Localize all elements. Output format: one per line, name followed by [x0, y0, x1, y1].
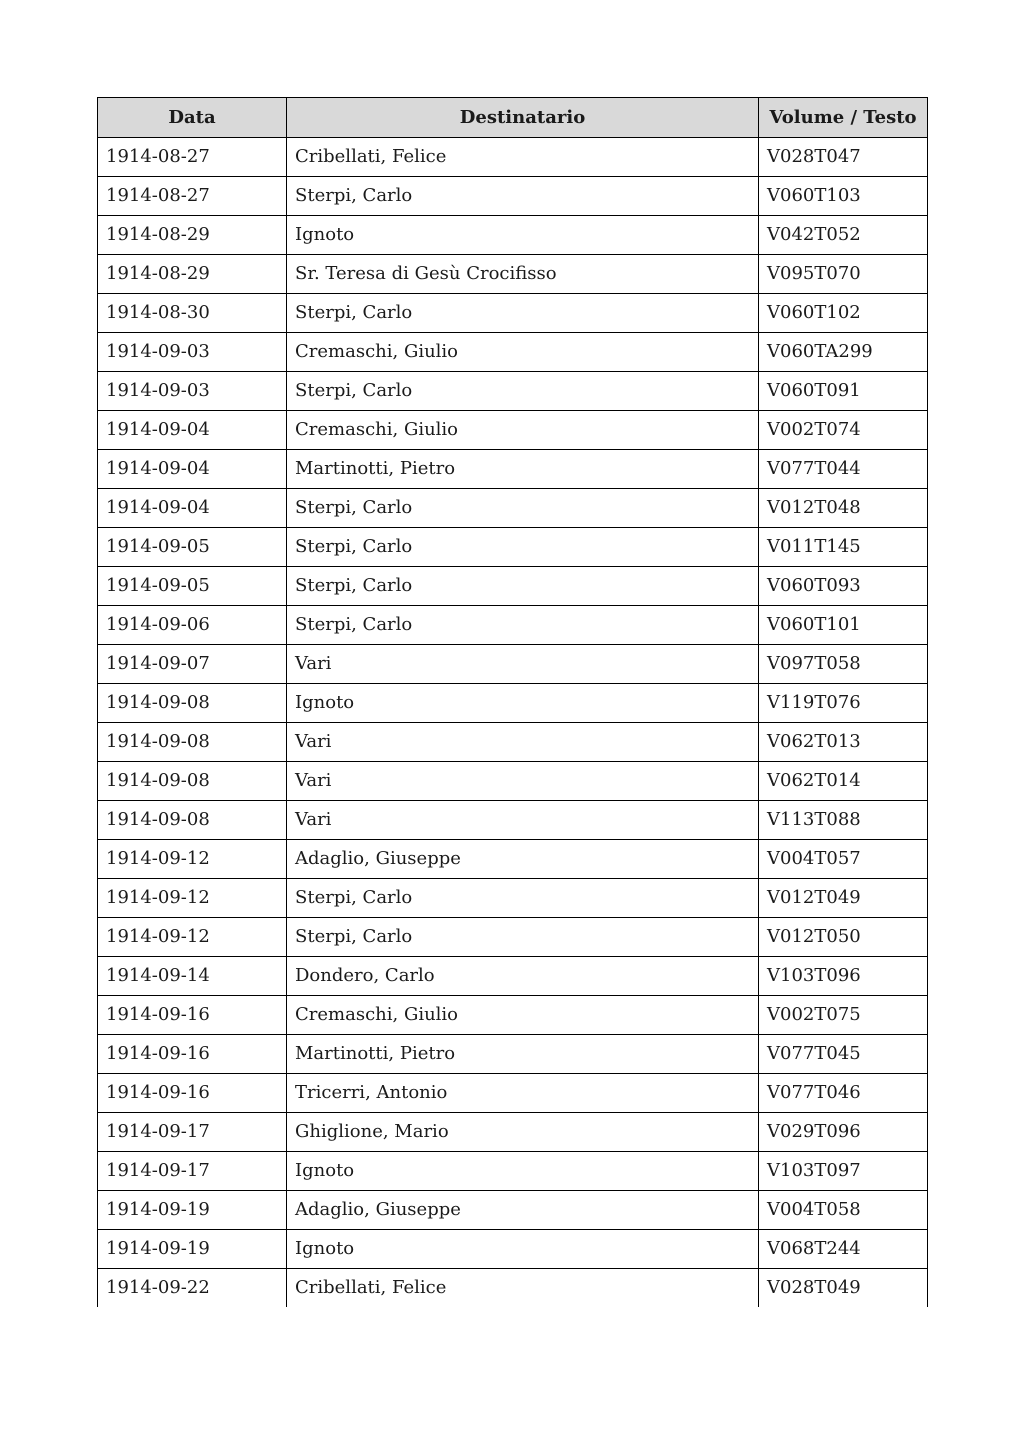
- cell-recipient: Dondero, Carlo: [287, 957, 759, 996]
- cell-date: 1914-09-03: [98, 372, 287, 411]
- cell-volume-text: V012T048: [759, 489, 928, 528]
- cell-date: 1914-09-05: [98, 528, 287, 567]
- cell-recipient: Sterpi, Carlo: [287, 918, 759, 957]
- cell-volume-text: V077T044: [759, 450, 928, 489]
- cell-date: 1914-09-06: [98, 606, 287, 645]
- cell-recipient: Sterpi, Carlo: [287, 294, 759, 333]
- table-body: [98, 138, 928, 1308]
- cell-recipient: Cribellati, Felice: [287, 138, 759, 177]
- cell-recipient: Cribellati, Felice: [287, 1269, 759, 1308]
- table-row: [98, 645, 928, 684]
- cell-recipient: Tricerri, Antonio: [287, 1074, 759, 1113]
- table-row: [98, 1269, 928, 1308]
- cell-date: 1914-09-16: [98, 996, 287, 1035]
- cell-recipient: Vari: [287, 645, 759, 684]
- cell-date: 1914-09-05: [98, 567, 287, 606]
- cell-recipient: Martinotti, Pietro: [287, 450, 759, 489]
- cell-recipient: Sterpi, Carlo: [287, 528, 759, 567]
- cell-recipient: Adaglio, Giuseppe: [287, 840, 759, 879]
- cell-recipient: Vari: [287, 762, 759, 801]
- cell-volume-text: V060T101: [759, 606, 928, 645]
- cell-date: 1914-09-08: [98, 801, 287, 840]
- table-row: [98, 957, 928, 996]
- table-row: [98, 1191, 928, 1230]
- cell-volume-text: V060T091: [759, 372, 928, 411]
- table-row: [98, 294, 928, 333]
- cell-date: 1914-09-14: [98, 957, 287, 996]
- cell-date: 1914-09-17: [98, 1113, 287, 1152]
- cell-volume-text: V103T097: [759, 1152, 928, 1191]
- table-row: [98, 1230, 928, 1269]
- cell-volume-text: V060T103: [759, 177, 928, 216]
- cell-volume-text: V029T096: [759, 1113, 928, 1152]
- header-volume-text: Volume / Testo: [759, 98, 928, 138]
- cell-date: 1914-09-22: [98, 1269, 287, 1308]
- document-page: [97, 97, 927, 1307]
- table-row: [98, 762, 928, 801]
- cell-date: 1914-09-03: [98, 333, 287, 372]
- cell-volume-text: V068T244: [759, 1230, 928, 1269]
- cell-volume-text: V060T093: [759, 567, 928, 606]
- cell-recipient: Sterpi, Carlo: [287, 606, 759, 645]
- cell-volume-text: V028T049: [759, 1269, 928, 1308]
- cell-volume-text: V119T076: [759, 684, 928, 723]
- cell-date: 1914-09-04: [98, 450, 287, 489]
- cell-volume-text: V060TA299: [759, 333, 928, 372]
- cell-date: 1914-09-04: [98, 489, 287, 528]
- cell-volume-text: V077T046: [759, 1074, 928, 1113]
- cell-recipient: Cremaschi, Giulio: [287, 411, 759, 450]
- cell-volume-text: V012T049: [759, 879, 928, 918]
- table-row: [98, 723, 928, 762]
- table-row: [98, 450, 928, 489]
- cell-date: 1914-09-12: [98, 840, 287, 879]
- cell-date: 1914-09-08: [98, 684, 287, 723]
- cell-volume-text: V012T050: [759, 918, 928, 957]
- table-row: [98, 684, 928, 723]
- cell-volume-text: V004T058: [759, 1191, 928, 1230]
- cell-recipient: Sterpi, Carlo: [287, 489, 759, 528]
- table-row: [98, 840, 928, 879]
- table-row: [98, 255, 928, 294]
- cell-recipient: Cremaschi, Giulio: [287, 996, 759, 1035]
- cell-date: 1914-08-29: [98, 216, 287, 255]
- cell-recipient: Vari: [287, 801, 759, 840]
- cell-volume-text: V103T096: [759, 957, 928, 996]
- cell-volume-text: V062T013: [759, 723, 928, 762]
- table-row: [98, 411, 928, 450]
- cell-recipient: Ignoto: [287, 216, 759, 255]
- cell-recipient: Sr. Teresa di Gesù Crocifisso: [287, 255, 759, 294]
- table-row: [98, 606, 928, 645]
- cell-date: 1914-09-19: [98, 1230, 287, 1269]
- cell-recipient: Sterpi, Carlo: [287, 567, 759, 606]
- table-row: [98, 372, 928, 411]
- table-header-row: [98, 98, 928, 138]
- cell-recipient: Martinotti, Pietro: [287, 1035, 759, 1074]
- table-row: [98, 918, 928, 957]
- table-row: [98, 489, 928, 528]
- cell-recipient: Vari: [287, 723, 759, 762]
- cell-recipient: Sterpi, Carlo: [287, 372, 759, 411]
- cell-volume-text: V042T052: [759, 216, 928, 255]
- table-row: [98, 138, 928, 177]
- table-row: [98, 528, 928, 567]
- cell-recipient: Sterpi, Carlo: [287, 177, 759, 216]
- table-row: [98, 879, 928, 918]
- table-row: [98, 567, 928, 606]
- cell-date: 1914-08-30: [98, 294, 287, 333]
- table-row: [98, 1113, 928, 1152]
- table-row: [98, 801, 928, 840]
- cell-recipient: Cremaschi, Giulio: [287, 333, 759, 372]
- cell-volume-text: V002T075: [759, 996, 928, 1035]
- cell-date: 1914-08-27: [98, 177, 287, 216]
- cell-date: 1914-08-29: [98, 255, 287, 294]
- table-row: [98, 177, 928, 216]
- cell-date: 1914-09-04: [98, 411, 287, 450]
- cell-volume-text: V028T047: [759, 138, 928, 177]
- cell-date: 1914-09-12: [98, 879, 287, 918]
- cell-recipient: Ignoto: [287, 1230, 759, 1269]
- cell-volume-text: V060T102: [759, 294, 928, 333]
- table-row: [98, 996, 928, 1035]
- cell-date: 1914-09-08: [98, 762, 287, 801]
- cell-volume-text: V062T014: [759, 762, 928, 801]
- cell-volume-text: V113T088: [759, 801, 928, 840]
- table-row: [98, 1035, 928, 1074]
- cell-date: 1914-09-07: [98, 645, 287, 684]
- letters-table: [97, 97, 928, 1307]
- cell-volume-text: V097T058: [759, 645, 928, 684]
- cell-volume-text: V077T045: [759, 1035, 928, 1074]
- table-row: [98, 216, 928, 255]
- header-recipient: Destinatario: [287, 98, 759, 138]
- cell-recipient: Ignoto: [287, 684, 759, 723]
- cell-date: 1914-09-08: [98, 723, 287, 762]
- cell-date: 1914-09-16: [98, 1035, 287, 1074]
- cell-volume-text: V002T074: [759, 411, 928, 450]
- cell-volume-text: V011T145: [759, 528, 928, 567]
- cell-recipient: Ignoto: [287, 1152, 759, 1191]
- cell-volume-text: V095T070: [759, 255, 928, 294]
- table-row: [98, 1152, 928, 1191]
- cell-volume-text: V004T057: [759, 840, 928, 879]
- table-row: [98, 333, 928, 372]
- cell-recipient: Ghiglione, Mario: [287, 1113, 759, 1152]
- cell-date: 1914-08-27: [98, 138, 287, 177]
- header-date: Data: [98, 98, 287, 138]
- cell-date: 1914-09-12: [98, 918, 287, 957]
- cell-date: 1914-09-19: [98, 1191, 287, 1230]
- cell-recipient: Adaglio, Giuseppe: [287, 1191, 759, 1230]
- cell-recipient: Sterpi, Carlo: [287, 879, 759, 918]
- cell-date: 1914-09-17: [98, 1152, 287, 1191]
- table-row: [98, 1074, 928, 1113]
- cell-date: 1914-09-16: [98, 1074, 287, 1113]
